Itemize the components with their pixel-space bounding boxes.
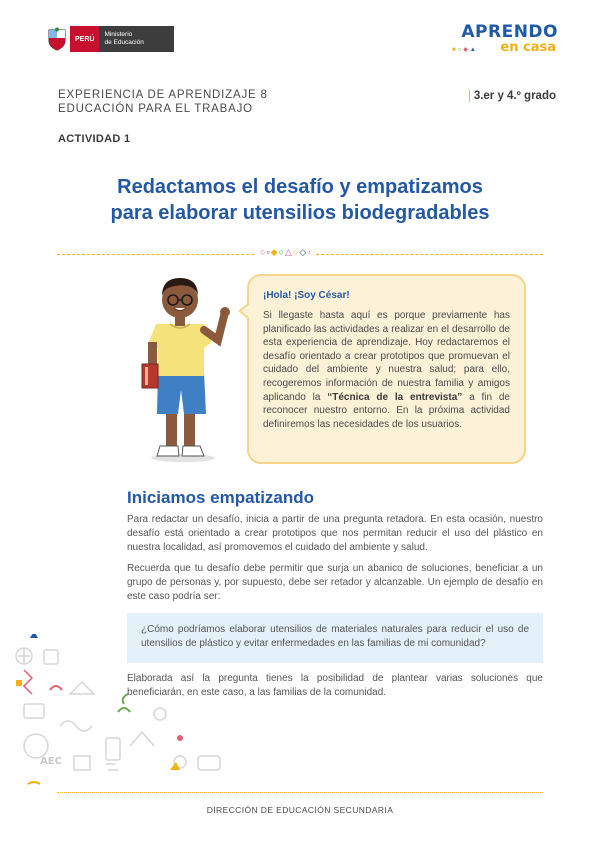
divider-shapes-icon: ○▫◆○△○◇▫ (256, 247, 315, 258)
bubble-text-before: Si llegaste hasta aquí es porque previamente has planificado las actividades a realizar en el desarrollo de esta experiencia de aprendizaje. Hoy redactaremos el desafío orientado a crear prototipos que promuevan el cuidado del ambiente y nuestra salud; para ello, recogeremos información de nuestra familia y amigos aplicando la (263, 310, 510, 403)
ministry-label (99, 26, 173, 52)
bubble-greeting: ¡Hola! ¡Soy César! (263, 290, 350, 301)
footer-divider (57, 792, 543, 793)
grade-text: 3.er y 4.º grado (473, 90, 556, 102)
paragraph-intro: Para redactar un desafío, inicia a partir de una pregunta retadora. En esta ocasión, nuestro desafío está orientado a crear prototipos que nos permitan reducir el uso del plástico en nuestra localidad, así promovemos el cuidado del ambiente y salud. (127, 514, 543, 553)
country-label: PERÚ (70, 26, 99, 52)
page-title (60, 174, 540, 226)
grade-divider: | (467, 90, 471, 102)
minedu-logo (44, 26, 174, 52)
footer-text: DIRECCIÓN DE EDUCACIÓN SECUNDARIA (206, 805, 394, 815)
ministry-line-1: Ministerio (104, 31, 133, 38)
experience-number: EXPERIENCIA DE APRENDIZAJE 8 (58, 89, 268, 101)
brand-sub: en casa (500, 40, 556, 55)
title-line-2: para elaborar utensilios biodegradables (110, 202, 490, 224)
paragraph-conclusion: Elaborada así la pregunta tienes la posibilidad de plantear varias soluciones que beneficiarán, en este caso, a las familias de la comunidad. (127, 673, 543, 698)
bubble-text-bold: “Técnica de la entrevista” (327, 391, 463, 403)
cesar-character-illustration (138, 268, 238, 464)
brand-word: APRENDO (461, 22, 558, 42)
coat-of-arms-icon (44, 26, 70, 52)
svg-text:AEC: AEC (40, 756, 62, 767)
speech-bubble (247, 274, 526, 464)
challenge-question-box: ¿Cómo podríamos elaborar utensilios de materiales naturales para reducir el uso de utensilios de plástico y evitar enfermedades en las familias de mi comunidad? (127, 613, 543, 663)
aprendo-en-casa-logo (448, 22, 558, 58)
decorative-doodles-illustration (10, 634, 240, 794)
experience-header (58, 88, 268, 116)
bubble-text (263, 309, 510, 431)
section-heading: Iniciamos empatizando (127, 488, 315, 507)
brand-shapes-icon: ■○◆▲ (452, 47, 478, 53)
title-line-1: Redactamos el desafío y empatizamos (117, 176, 483, 198)
experience-subject: EDUCACIÓN PARA EL TRABAJO (58, 103, 253, 115)
grade-label (468, 90, 556, 102)
ministry-line-2: de Educación (104, 39, 144, 46)
activity-label: ACTIVIDAD 1 (58, 133, 131, 145)
paragraph-reminder: Recuerda que tu desafío debe permitir que surja un abanico de soluciones, beneficiar a un grupo de personas y, por supuesto, debe ser retador y alcanzable. Un ejemplo de desafío en este caso podría ser: (127, 563, 543, 602)
bubble-text-after: a fin de reconocer nuestro entorno. En la próxima actividad definiremos las necesidades de los usuarios. (263, 391, 510, 430)
